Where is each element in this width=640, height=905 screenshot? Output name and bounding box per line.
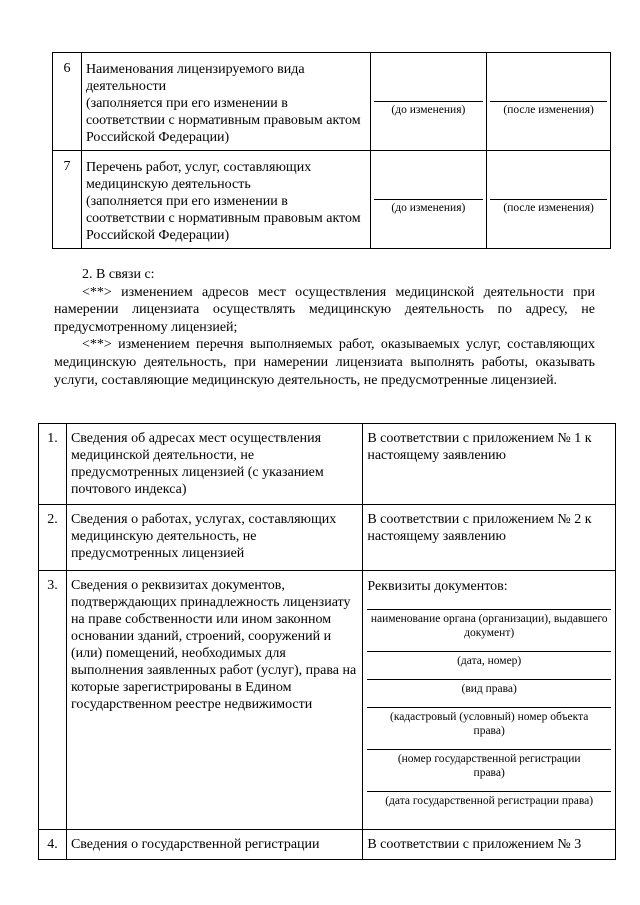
- table-row: [39, 571, 616, 830]
- row-description: [81, 53, 370, 151]
- row-description: Сведения о работах, услугах, составляющих медицинскую деятельность, не предусмотренных лицензией: [66, 505, 362, 571]
- after-change-label: (после изменения): [503, 202, 594, 214]
- row-number: 1.: [39, 424, 67, 505]
- table-row: [39, 424, 616, 505]
- section-heading: 2. В связи с:: [82, 267, 155, 282]
- table-row: [39, 830, 616, 860]
- row-number: 4.: [39, 830, 67, 860]
- before-change-label: (до изменения): [391, 104, 466, 116]
- requisite-issuer: наименование органа (организации), выдавшего документ): [370, 613, 608, 639]
- table-row: [53, 151, 611, 249]
- row-description: Сведения о государственной регистрации: [66, 830, 362, 860]
- section-2-text: [54, 266, 595, 389]
- row-number: 2.: [39, 505, 67, 571]
- row-description: [81, 151, 370, 249]
- after-change-label: (после изменения): [503, 104, 594, 116]
- table-row: [53, 53, 611, 151]
- row-number: 3.: [39, 571, 67, 830]
- bottom-table: [38, 423, 616, 860]
- row-title: Наименования лицензируемого вида деятельности: [85, 62, 305, 94]
- row-number: 6: [53, 53, 82, 151]
- top-table: [52, 52, 611, 249]
- after-change-cell[interactable]: [487, 151, 611, 249]
- requisites-title: Реквизиты документов:: [367, 579, 508, 594]
- table-row: [39, 505, 616, 571]
- row-value: В соответствии с приложением № 2 к настоящему заявлению: [363, 505, 616, 571]
- requisite-right-type: (вид права): [461, 683, 517, 695]
- section-item: <**> изменением перечня выполняемых работ, оказываемых услуг, составляющих медицинскую деятельность, при намерении лицензиата выполнять работы, оказывать услуги, составляющие медицинскую деятельность, не предусмотренные лицензией.: [54, 337, 595, 388]
- section-item: <**> изменением адресов мест осуществления медицинской деятельности при намерении лицензиата осуществлять медицинскую деятельность по адресу, не предусмотренному лицензией;: [54, 284, 595, 335]
- before-change-cell[interactable]: [370, 151, 487, 249]
- after-change-cell[interactable]: [487, 53, 611, 151]
- requisite-date-number: (дата, номер): [457, 655, 522, 667]
- before-change-cell[interactable]: [370, 53, 487, 151]
- row-note: (заполняется при его изменении в соответствии с нормативным правовым актом Российской Федерации): [85, 194, 361, 243]
- requisite-registration-date: (дата государственной регистрации права): [385, 795, 594, 807]
- row-note: (заполняется при его изменении в соответствии с нормативным правовым актом Российской Федерации): [85, 96, 361, 145]
- requisites-cell: [363, 571, 616, 830]
- row-description: Сведения о реквизитах документов, подтверждающих принадлежность лицензиату на праве собственности или ином законном основании зданий, строений, сооружений и (или) помещений, необходимых для выполнения заявленных работ (услуг), права на которые зарегистрированы в Едином государственном реестре недвижимости: [66, 571, 362, 830]
- row-value: В соответствии с приложением № 1 к настоящему заявлению: [363, 424, 616, 505]
- row-number: 7: [53, 151, 82, 249]
- row-title: Перечень работ, услуг, составляющих медицинскую деятельность: [85, 160, 312, 192]
- requisite-registration-number: (номер государственной регистрации права): [397, 753, 581, 779]
- row-value: В соответствии с приложением № 3: [363, 830, 616, 860]
- before-change-label: (до изменения): [391, 202, 466, 214]
- row-description: Сведения об адресах мест осуществления медицинской деятельности, не предусмотренных лицензией (с указанием почтового индекса): [66, 424, 362, 505]
- requisite-cadastral-number: (кадастровый (условный) номер объекта права): [389, 711, 589, 737]
